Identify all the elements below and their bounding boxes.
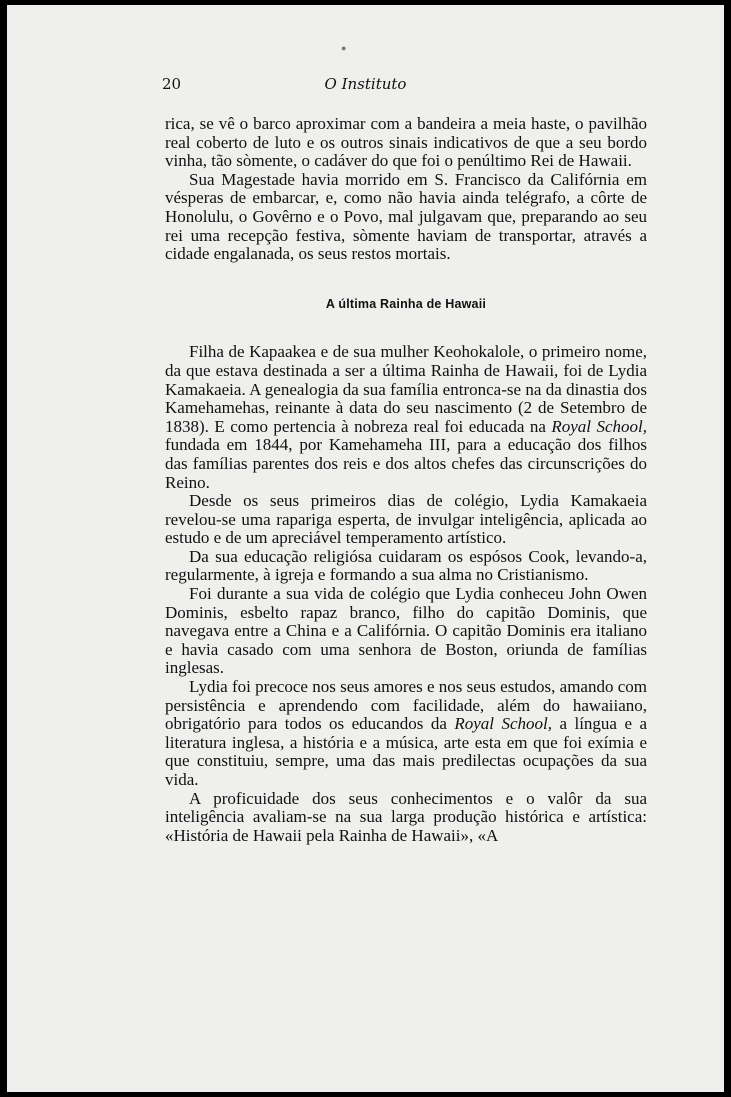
paragraph: rica, se vê o barco aproximar com a bandeira a meia haste, o pavilhão real coberto de luto e os outros sinais indicativos de que a seu bordo vinha, tão sòmente, o cadáver do que foi o penúltimo Rei de Hawaii. <box>165 114 647 171</box>
paragraph: Desde os seus primeiros dias de colégio, Lydia Kamakaeia revelou-se uma rapariga esperta, de invulgar inteligência, aplicada ao estudo e de um apreciável temperamento artístico. <box>165 491 647 548</box>
paragraph <box>165 343 647 492</box>
page-header <box>7 75 724 99</box>
paragraph-text: Filha de Kapaakea e de sua mulher Keohokalole, o primeiro nome, da que estava destinada a ser a última Rainha de Hawaii, foi de Lydia Kamakaeia. A genealogia da sua família entronca-se na da dinastia dos Kamehamehas, reinante à data do seu nascimento (2 de Setembro de 1838). E como pertencia à nobreza real foi educada na <box>165 342 647 436</box>
school-name: Royal School, <box>551 416 647 436</box>
ornament-mark: ● <box>341 43 347 53</box>
body-text <box>165 115 647 845</box>
paragraph: Foi durante a sua vida de colégio que Lydia conheceu John Owen Dominis, esbelto rapaz branco, filho do capitão Dominis, que navegava entre a China e a Califórnia. O capitão Dominis era italiano e havia casado com uma senhora de Boston, oriunda de famílias inglesas. <box>165 584 647 678</box>
school-name: Royal School, <box>454 714 552 734</box>
book-page <box>7 5 724 1092</box>
paragraph-text: fundada em 1844, por Kamehameha III, para a educação dos filhos das famílias parentes dos reis e dos altos chefes das circunscrições do Reino. <box>165 435 647 492</box>
paragraph: Da sua educação religiósa cuidaram os espósos Cook, levando-a, regularmente, à igreja e formando a sua alma no Cristianismo. <box>165 546 647 585</box>
paragraph: Sua Magestade havia morrido em S. Francisco da Califórnia em vésperas de embarcar, e, como não havia ainda telégrafo, a côrte de Honolulu, o Govêrno e o Povo, mal julgavam que, preparando ao seu rei uma recepção festiva, sòmente haviam de transportar, através a cidade engalanada, os seus restos mortais. <box>165 169 647 264</box>
paragraph: A proficuidade dos seus conhecimentos e o valôr da sua inteligência avaliam-se na sua larga produção histórica e artística: «História de Hawaii pela Rainha de Hawaii», «A <box>165 788 647 845</box>
section-heading: A última Rainha de Hawaii <box>325 296 487 311</box>
paragraph <box>165 678 647 790</box>
running-title: O Instituto <box>324 75 407 93</box>
paragraph-text: a língua e a literatura inglesa, a história e a música, arte esta em que foi exímia e que constituiu, sempre, uma das mais predilectas ocupações da sua vida. <box>165 714 647 789</box>
paragraph-text: Lydia foi precoce nos seus amores e nos seus estudos, amando com persistência e aprendendo com facilidade, além do hawaiiano, obrigatório para todos os educandos da <box>165 677 647 734</box>
page-number: 20 <box>162 75 182 93</box>
